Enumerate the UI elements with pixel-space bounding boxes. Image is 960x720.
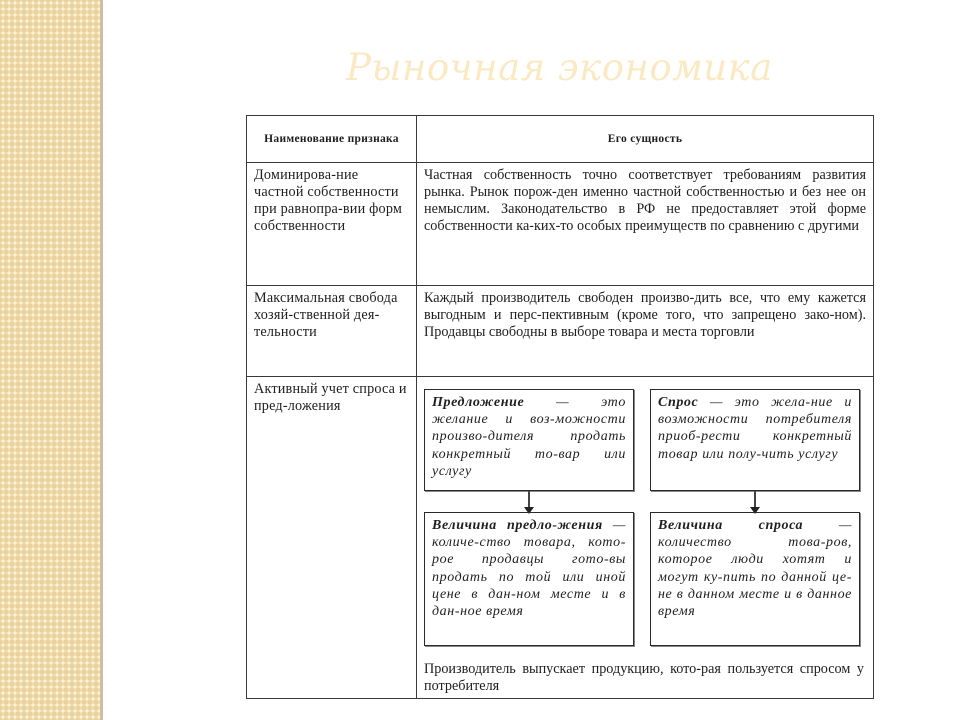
arrow-down-icon bbox=[754, 491, 756, 508]
slide-title: Рыночная экономика bbox=[346, 46, 773, 89]
arrow-down-icon bbox=[528, 491, 530, 508]
feature-essence-cell: Частная собственность точно соответствует требованиям развития рынка. Рынок порож-ден именно частной собственностью и без нее он немыслим. Законодательство в РФ не предоставляет этой форме собственности ка-ких-то особых преимуществ по сравнению с другими bbox=[417, 163, 874, 286]
supply-demand-diagram bbox=[424, 381, 866, 694]
demand-definition: — это жела-ние и возможности потребителя приоб-рести конкретный товар или полу-чить услугу bbox=[658, 395, 852, 462]
demand-definition-box bbox=[650, 389, 860, 491]
demand-quantity-definition: — количество това-ров, которое люди хотят и могут ку-пить по данной це-не в данном месте и в данное время bbox=[658, 518, 852, 620]
supply-quantity-box bbox=[424, 512, 634, 646]
header-essence: Его сущность bbox=[417, 116, 874, 163]
conclusion-text: Производитель выпускает продукцию, кото-рая пользуется спросом у потребителя bbox=[424, 661, 864, 694]
demand-term: Спрос bbox=[658, 395, 699, 410]
demand-quantity-box bbox=[650, 512, 860, 646]
feature-name-cell: Максимальная свобода хозяй-ственной дея-тельности bbox=[247, 286, 417, 377]
market-economy-table bbox=[246, 115, 874, 699]
demand-quantity-term: Величина спроса bbox=[658, 518, 804, 533]
feature-essence-cell: Каждый производитель свободен произво-дить все, что ему кажется выгодным и перс-пективным (кроме того, что запрещено зако-ном). Продавцы свободны в выборе товара и места торговли bbox=[417, 286, 874, 377]
supply-term: Предложение bbox=[432, 395, 525, 410]
supply-quantity-term: Величина предло-жения bbox=[432, 518, 603, 533]
feature-name-cell: Доминирова-ние частной собственности при равнопра-вии форм собственности bbox=[247, 163, 417, 286]
table-row bbox=[247, 163, 874, 286]
table-row bbox=[247, 286, 874, 377]
table-row bbox=[247, 377, 874, 699]
feature-name-cell: Активный учет спроса и пред-ложения bbox=[247, 377, 417, 699]
table-header-row bbox=[247, 116, 874, 163]
supply-definition-box bbox=[424, 389, 634, 491]
decorative-side-strip bbox=[0, 0, 103, 720]
supply-definition: — это желание и воз-можности произво-дителя продать конкретный то-вар или услугу bbox=[432, 395, 626, 479]
header-feature-name: Наименование признака bbox=[247, 116, 417, 163]
feature-essence-cell bbox=[417, 377, 874, 699]
supply-quantity-definition: — количе-ство товара, кото-рое продавцы гото-вы продать по той или иной цене в дан-ном месте и в дан-ное время bbox=[432, 518, 626, 620]
